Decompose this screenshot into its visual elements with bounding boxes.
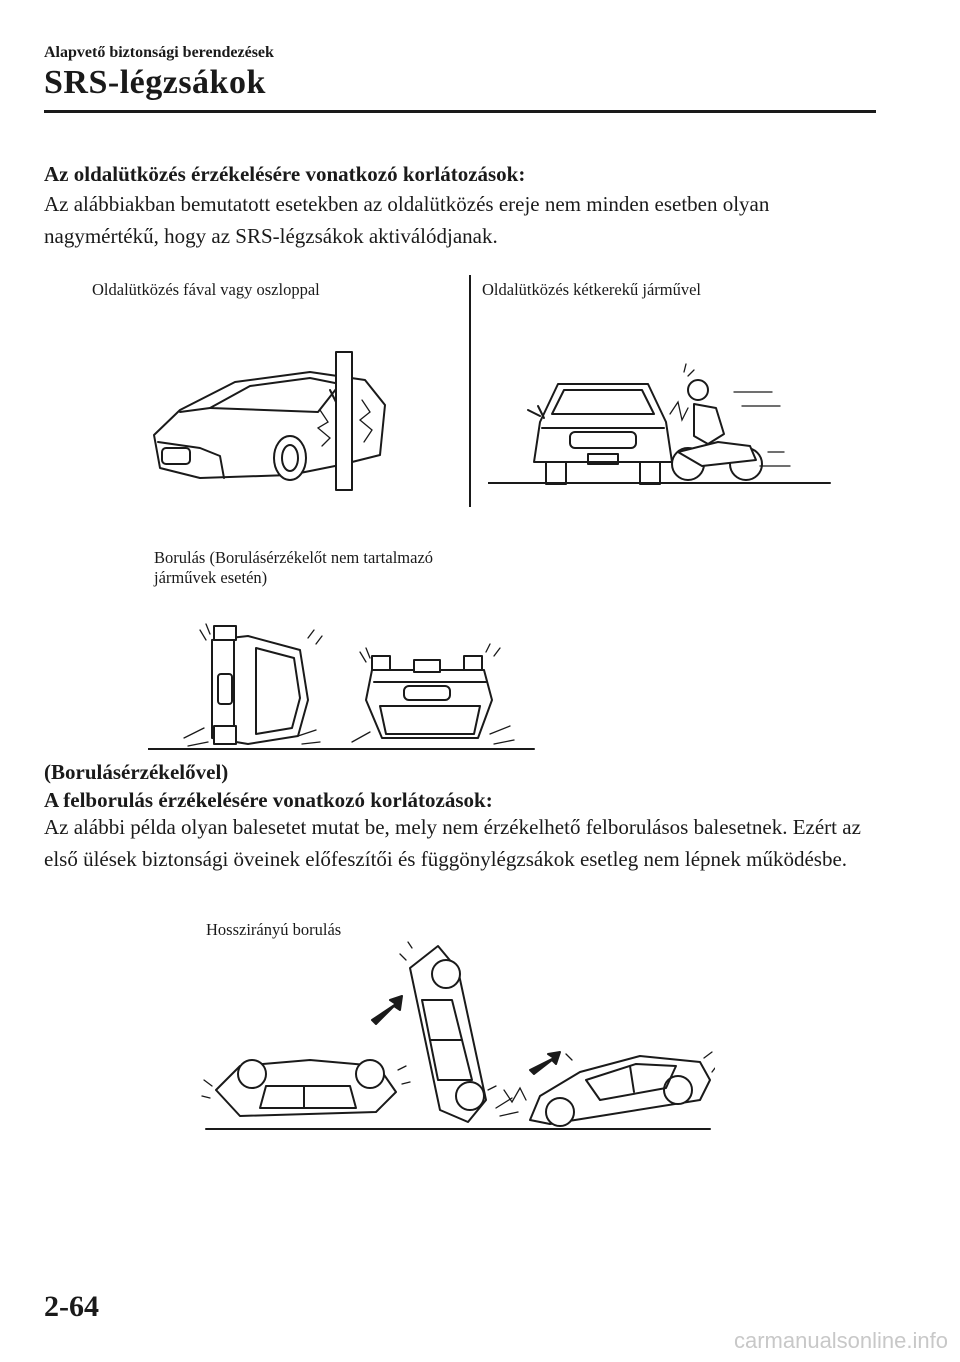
- caption-pole-impact: Oldalütközés fával vagy oszloppal: [92, 280, 320, 299]
- caption-longitudinal-rollover: Hosszirányú borulás: [206, 920, 342, 939]
- rollover-heading-limitations: A felborulás érzékelésére vonatkozó korlátozások:: [44, 788, 493, 812]
- section-kicker: Alapvető biztonsági berendezések: [44, 44, 274, 61]
- illustration-rollover: [148, 618, 538, 754]
- side-impact-heading: Az oldalütközés érzékelésére vonatkozó korlátozások:: [44, 162, 526, 186]
- caption-rollover-line1: Borulás (Borulásérzékelőt nem tartalmazó: [154, 548, 434, 567]
- illustration-pole-impact: [140, 350, 400, 500]
- rollover-heading-sensor: (Borulásérzékelővel): [44, 760, 229, 784]
- rollover-body: Az alábbi példa olyan balesetet mutat be, mely nem érzékelhető felborulásos balesetnek. Ezért az első ülések biztonsági öveinek előfeszítői és függönylégzsákok esetleg nem lépnek működésbe.: [44, 815, 861, 871]
- illustration-longitudinal-rollover: [200, 940, 715, 1134]
- side-impact-body: Az alábbiakban bemutatott esetekben az oldalütközés ereje nem minden esetben olyan nagymértékű, hogy az SRS-légzsákok aktiválódjanak.: [44, 192, 770, 248]
- caption-rollover-line2: járművek esetén): [154, 568, 268, 587]
- figure-divider: [469, 275, 471, 507]
- caption-two-wheeler-impact: Oldalütközés kétkerekű járművel: [482, 280, 702, 299]
- illustration-two-wheeler-impact: [488, 362, 833, 490]
- title-rule: [44, 110, 876, 113]
- site-watermark: carmanualsonline.info: [733, 1328, 948, 1353]
- page-title: SRS-légzsákok: [44, 64, 266, 101]
- page-number: 2-64: [44, 1290, 99, 1323]
